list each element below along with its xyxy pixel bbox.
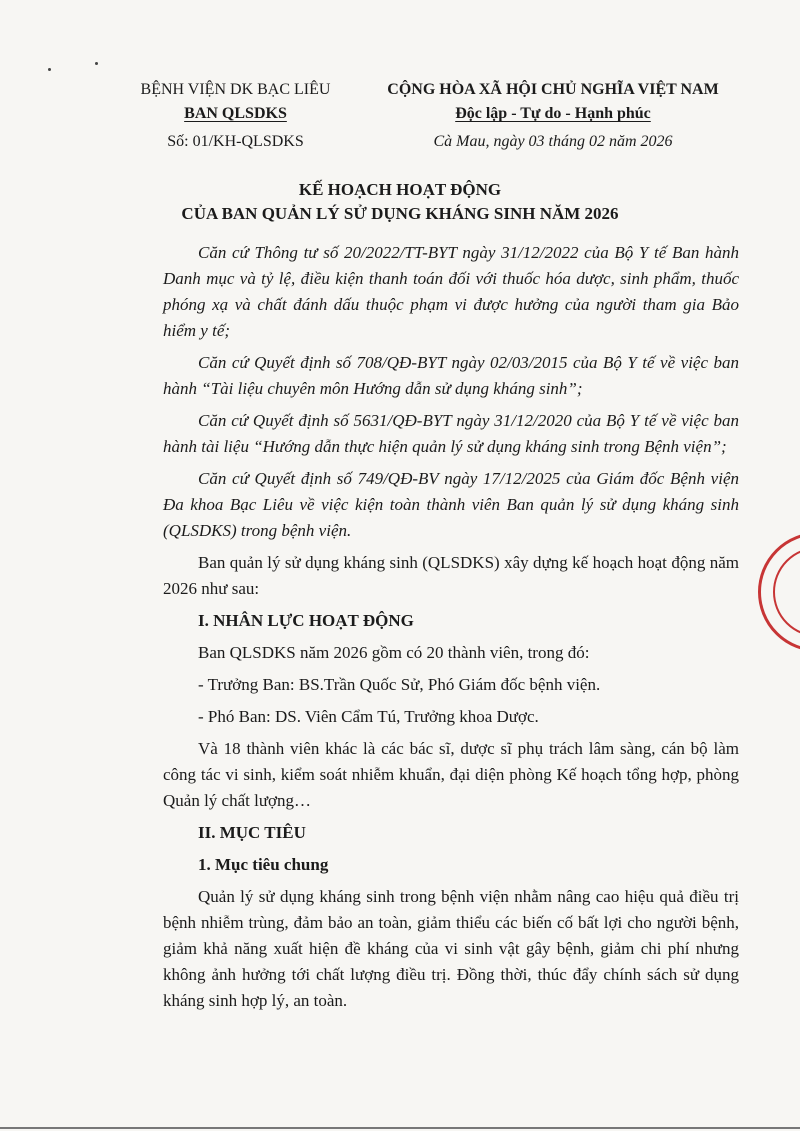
- document-date: Cà Mau, ngày 03 tháng 02 năm 2026: [433, 133, 673, 150]
- scan-edge-line: [0, 1127, 800, 1129]
- seal-inner-ring: [773, 547, 800, 637]
- document-number: Số: 01/KH-QLSDKS: [167, 133, 304, 150]
- document-title: [100, 178, 700, 226]
- subsection-1-heading: 1. Mục tiêu chung: [198, 855, 329, 874]
- head-member: - Trưởng Ban: BS.Trần Quốc Sử, Phó Giám đốc bệnh viện.: [198, 675, 601, 694]
- section-1-heading: I. NHÂN LỰC HOẠT ĐỘNG: [198, 611, 414, 630]
- red-seal-stamp: [758, 532, 800, 652]
- country-name: CỘNG HÒA XÃ HỘI CHỦ NGHĨA VIỆT NAM: [387, 81, 719, 98]
- section-1-lead: Ban QLSDKS năm 2026 gồm có 20 thành viên, trong đó:: [198, 643, 590, 662]
- org-unit: BAN QLSDKS: [184, 105, 287, 122]
- legal-basis-1: Căn cứ Thông tư số 20/2022/TT-BYT ngày 31/12/2022 của Bộ Y tế Ban hành Danh mục và tỷ lệ, điều kiện thanh toán đối với thuốc hóa dược, sinh phẩm, thuốc phóng xạ và chất đánh dấu thuộc phạm vi được hưởng của người tham gia Bảo hiểm y tế;: [163, 243, 739, 340]
- scan-speck: [48, 68, 51, 71]
- section-2-heading: II. MỤC TIÊU: [198, 823, 306, 842]
- title-line-1: KẾ HOẠCH HOẠT ĐỘNG: [298, 180, 502, 199]
- national-motto: Độc lập - Tự do - Hạnh phúc: [455, 105, 651, 122]
- intro-paragraph: Ban quản lý sử dụng kháng sinh (QLSDKS) xây dựng kế hoạch hoạt động năm 2026 như sau:: [163, 553, 739, 598]
- org-parent: BỆNH VIỆN DK BẠC LIÊU: [140, 81, 331, 98]
- scan-speck: [95, 62, 98, 65]
- legal-basis-3: Căn cứ Quyết định số 5631/QĐ-BYT ngày 31/12/2020 của Bộ Y tế về việc ban hành tài liệu “Hướng dẫn thực hiện quản lý sử dụng kháng sinh trong Bệnh viện”;: [163, 411, 739, 456]
- deputy-member: - Phó Ban: DS. Viên Cẩm Tú, Trưởng khoa Dược.: [198, 707, 539, 726]
- issuing-organization-block: [118, 78, 353, 154]
- general-objective-text: Quản lý sử dụng kháng sinh trong bệnh viện nhằm nâng cao hiệu quả điều trị bệnh nhiễm trùng, đảm bảo an toàn, giảm thiểu các biến cố bất lợi cho người bệnh, giảm khả năng xuất hiện đề kháng của vi sinh vật gây bệnh, giảm chi phí nhưng không ảnh hưởng tới chất lượng điều trị. Đồng thời, thúc đẩy chính sách sử dụng kháng sinh hợp lý, an toàn.: [163, 887, 739, 1010]
- title-line-2: CỦA BAN QUẢN LÝ SỬ DỤNG KHÁNG SINH NĂM 2026: [181, 204, 619, 223]
- legal-basis-2: Căn cứ Quyết định số 708/QĐ-BYT ngày 02/03/2015 của Bộ Y tế về việc ban hành “Tài liệu chuyên môn Hướng dẫn sử dụng kháng sinh”;: [163, 353, 739, 398]
- other-members: Và 18 thành viên khác là các bác sĩ, dược sĩ phụ trách lâm sàng, cán bộ làm công tác vi sinh, kiểm soát nhiễm khuẩn, đại diện phòng Kế hoạch tổng hợp, phòng Quản lý chất lượng…: [163, 739, 739, 810]
- national-header-block: [358, 78, 748, 154]
- document-body: [163, 240, 739, 1020]
- legal-basis-4: Căn cứ Quyết định số 749/QĐ-BV ngày 17/12/2025 của Giám đốc Bệnh viện Đa khoa Bạc Liêu về việc kiện toàn thành viên Ban quản lý sử dụng kháng sinh (QLSDKS) trong bệnh viện.: [163, 469, 739, 540]
